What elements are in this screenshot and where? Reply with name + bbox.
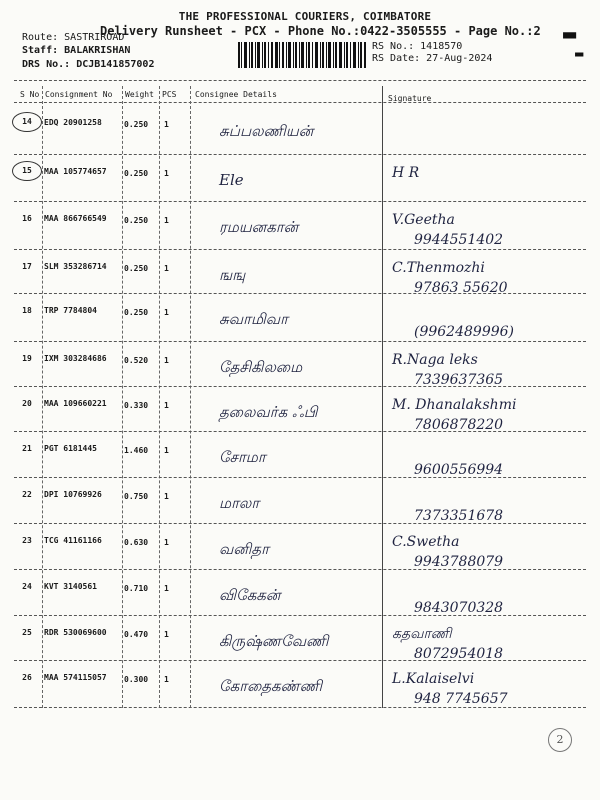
- row-weight: 0.250: [124, 169, 149, 178]
- row-sno: 21: [22, 444, 32, 453]
- row-separator: [14, 660, 586, 661]
- row-consignment: RDR 530069600: [44, 628, 107, 637]
- consignee-handwriting: சுப்பலணியன்: [219, 122, 314, 140]
- header-rule-bottom: [14, 102, 586, 103]
- drs-value: DCJB141857002: [76, 59, 155, 70]
- row-sno: 17: [22, 262, 32, 271]
- row-separator: [14, 569, 586, 570]
- row-pcs: 1: [164, 169, 169, 178]
- row-pcs: 1: [164, 446, 169, 455]
- staff-line: [22, 45, 130, 56]
- row-consignment: PGT 6181445: [44, 444, 97, 453]
- row-weight: 0.630: [124, 538, 149, 547]
- consignee-handwriting: வனிதா: [219, 540, 269, 558]
- phone-handwriting: 9843070328: [414, 600, 504, 616]
- row-sno: 23: [22, 536, 32, 545]
- row-separator: [14, 431, 586, 432]
- row-sno: 25: [22, 628, 32, 637]
- runsheet-title: Delivery Runsheet - PCX - Phone No.:0422-3505555 - Page No.:2: [100, 24, 541, 38]
- row-consignment: MAA 866766549: [44, 214, 107, 223]
- phone-handwriting: 9943788079: [414, 554, 504, 570]
- consignee-handwriting: சோமா: [219, 448, 266, 466]
- col-weight: Weight: [125, 90, 154, 99]
- row-separator: [14, 293, 586, 294]
- row-consignment: TCG 41161166: [44, 536, 102, 545]
- col-pcs: PCS: [162, 90, 177, 99]
- row-consignment: IXM 303284686: [44, 354, 107, 363]
- row-weight: 0.470: [124, 630, 149, 639]
- row-pcs: 1: [164, 538, 169, 547]
- col-signature: Signature: [388, 94, 432, 103]
- route-line: [22, 32, 124, 43]
- phone-handwriting: 8072954018: [414, 646, 504, 662]
- row-sno: 26: [22, 673, 32, 682]
- row-consignment: DPI 10769926: [44, 490, 102, 499]
- row-weight: 0.330: [124, 401, 149, 410]
- row-weight: 0.250: [124, 308, 149, 317]
- row-separator: [14, 523, 586, 524]
- phone-handwriting: 7373351678: [414, 508, 504, 524]
- consignee-handwriting: மாலா: [219, 494, 260, 512]
- table-row: [14, 480, 586, 532]
- margin-dash-mark: ▬: [575, 46, 584, 62]
- row-weight: 0.300: [124, 675, 149, 684]
- row-separator: [14, 615, 586, 616]
- row-consignment: KVT 3140561: [44, 582, 97, 591]
- consignee-handwriting: விகேகன்: [219, 586, 281, 604]
- drs-key: DRS No.:: [22, 59, 71, 70]
- row-sno: 18: [22, 306, 32, 315]
- row-separator: [14, 201, 586, 202]
- row-separator: [14, 386, 586, 387]
- table-row: [14, 572, 586, 624]
- phone-handwriting: 97863 55620: [414, 280, 508, 296]
- company-title: THE PROFESSIONAL COURIERS, COIMBATORE: [178, 10, 432, 23]
- row-sno: 14: [12, 112, 42, 132]
- row-pcs: 1: [164, 216, 169, 225]
- row-sno: 19: [22, 354, 32, 363]
- table-row: [14, 434, 586, 486]
- signature-handwriting: C.Swetha: [392, 534, 460, 550]
- row-weight: 1.460: [124, 446, 149, 455]
- signature-handwriting: M. Dhanalakshmi: [392, 397, 517, 413]
- row-weight: 0.520: [124, 356, 149, 365]
- staff-key: Staff:: [22, 45, 59, 56]
- row-separator: [14, 154, 586, 155]
- consignee-handwriting: தலைவர்க ஃபி: [219, 403, 318, 421]
- phone-handwriting: 9944551402: [414, 232, 504, 248]
- row-consignment: TRP 7784804: [44, 306, 97, 315]
- signature-handwriting: கதவாணி: [392, 626, 452, 642]
- row-pcs: 1: [164, 264, 169, 273]
- barcode: [238, 42, 366, 68]
- row-sno: 22: [22, 490, 32, 499]
- row-pcs: 1: [164, 584, 169, 593]
- phone-handwriting: 7806878220: [414, 417, 504, 433]
- phone-handwriting: 7339637365: [414, 372, 504, 388]
- row-weight: 0.710: [124, 584, 149, 593]
- row-sno: 24: [22, 582, 32, 591]
- row-consignment: SLM 353286714: [44, 262, 107, 271]
- row-pcs: 1: [164, 356, 169, 365]
- row-pcs: 1: [164, 675, 169, 684]
- row-pcs: 1: [164, 401, 169, 410]
- header-rule-top: [14, 80, 586, 81]
- signature-handwriting: R.Naga leks: [392, 352, 478, 368]
- staff-value: BALAKRISHAN: [64, 45, 131, 56]
- margin-tick-mark: ▬: [563, 22, 577, 47]
- row-consignment: MAA 105774657: [44, 167, 107, 176]
- consignee-handwriting: தேசிகிலமை: [219, 358, 303, 376]
- row-weight: 0.250: [124, 120, 149, 129]
- row-separator: [14, 249, 586, 250]
- table-row: [14, 526, 586, 578]
- row-consignment: MAA 574115057: [44, 673, 107, 682]
- rs-date: RS Date: 27-Aug-2024: [372, 53, 493, 64]
- col-sno: S No: [20, 90, 40, 99]
- row-weight: 0.750: [124, 492, 149, 501]
- consignee-handwriting: ரமயனகான்: [219, 218, 299, 236]
- signature-handwriting: L.Kalaiselvi: [392, 671, 475, 687]
- row-consignment: EDQ 20901258: [44, 118, 102, 127]
- consignee-handwriting: கோதைகண்ணி: [219, 677, 323, 695]
- drs-line: [22, 59, 154, 70]
- col-consignment: Consignment No: [45, 90, 113, 99]
- page-mark: 2: [548, 728, 572, 752]
- route-key: Route:: [22, 32, 59, 43]
- phone-handwriting: 948 7745657: [414, 691, 508, 707]
- phone-handwriting: (9962489996): [414, 324, 514, 340]
- row-sno: 20: [22, 399, 32, 408]
- phone-handwriting: 9600556994: [414, 462, 504, 478]
- row-separator: [14, 707, 586, 708]
- row-sno: 15: [12, 161, 42, 181]
- consignee-handwriting: ஙஙு: [219, 266, 246, 284]
- row-separator: [14, 341, 586, 342]
- row-sno: 16: [22, 214, 32, 223]
- row-pcs: 1: [164, 308, 169, 317]
- row-weight: 0.250: [124, 216, 149, 225]
- row-pcs: 1: [164, 492, 169, 501]
- signature-handwriting: C.Thenmozhi: [392, 260, 485, 276]
- row-weight: 0.250: [124, 264, 149, 273]
- row-pcs: 1: [164, 630, 169, 639]
- row-pcs: 1: [164, 120, 169, 129]
- rs-number: RS No.: 1418570: [372, 41, 463, 52]
- row-separator: [14, 477, 586, 478]
- route-value: SASTRIROAD: [64, 32, 125, 43]
- table-row: [14, 108, 586, 160]
- consignee-handwriting: கிருஷ்ணவேணி: [219, 632, 329, 650]
- col-consignee: Consignee Details: [195, 90, 277, 99]
- consignee-handwriting: Ele: [219, 171, 244, 189]
- signature-handwriting: H R: [392, 165, 420, 181]
- consignee-handwriting: சுவாமிவா: [219, 310, 288, 328]
- signature-handwriting: V.Geetha: [392, 212, 455, 228]
- row-consignment: MAA 109660221: [44, 399, 107, 408]
